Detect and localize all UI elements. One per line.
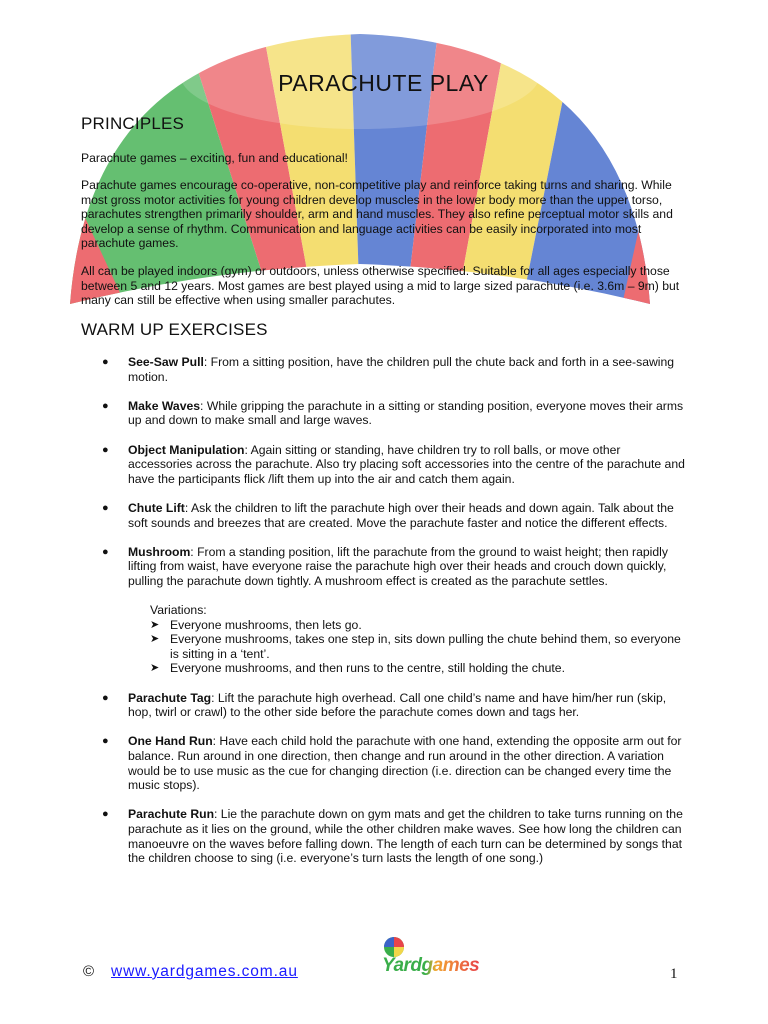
variations-label: Variations:: [150, 603, 207, 618]
exercise-description: : Ask the children to lift the parachute high over their heads and down again. Talk about the soft sounds and breezes that are created. Move the parachute faster and notice the different effects.: [128, 500, 674, 530]
exercise-name: One Hand Run: [128, 734, 213, 749]
list-item: [81, 501, 686, 530]
list-item: [81, 443, 686, 487]
exercise-name: Mushroom: [128, 544, 191, 559]
exercise-description: : Have each child hold the parachute with one hand, extending the opposite arm out for balance. Run around in one direction, then change and run around in the other direction. A variation would be to use music as the cue for changing direction (i.e. direction can be changed every time the music stops).: [128, 734, 682, 793]
exercise-description: : Lift the parachute high overhead. Call one child’s name and have him/her run (skip, hop, twirl or crawl) to the other side before the parachute comes down and tags her.: [128, 690, 667, 720]
list-item: [81, 807, 686, 865]
exercise-name: Object Manipulation: [128, 442, 245, 457]
list-item: [81, 545, 686, 676]
arrow-bullet-icon: ➤: [150, 662, 160, 675]
exercise-name: Parachute Tag: [128, 690, 212, 705]
principles-paragraph: Parachute games encourage co-operative, non-competitive play and reinforce taking turns and sharing. While most gross motor activities for young children develop muscles in the lower body more than the upper torso, parachutes strengthen primarily shoulder, arm and hand muscles. They also refine perceptual motor skills and develop a sense of rhythm. Communication and language activities can be easily incorporated into most parachute games.: [81, 178, 673, 251]
exercise-name: Chute Lift: [128, 500, 185, 515]
bullet-icon: ●: [102, 399, 109, 412]
exercise-description: : From a standing position, lift the parachute from the ground to waist height; then rapidly lifting from waist, have everyone raise the parachute high over their heads and crouch down quickly, pulling the parachute down tightly. A mushroom effect is created as the parachute settles.: [128, 544, 668, 588]
exercise-name: Parachute Run: [128, 807, 215, 822]
bullet-icon: ●: [102, 545, 109, 558]
principles-intro: Parachute games – exciting, fun and educational!: [81, 151, 348, 165]
variation-item: ➤ Everyone mushrooms, then lets go.: [150, 617, 362, 632]
exercise-description: : Again sitting or standing, have children try to roll balls, or move other accessories across the parachute. Also try placing soft accessories into the centre of the parachute and have the participants flick /lift them up into the air and catch them again.: [128, 442, 685, 486]
warmup-heading: WARM UP EXERCISES: [81, 320, 268, 339]
page-title: PARACHUTE PLAY: [278, 70, 489, 96]
variation-item: ➤ Everyone mushrooms, takes one step in, sits down pulling the chute behind them, so everyone is sitting in a ‘tent’.: [150, 632, 681, 661]
list-item: [81, 691, 686, 720]
bullet-icon: ●: [102, 691, 109, 704]
copyright-symbol: ©: [83, 963, 95, 980]
page-number: 1: [670, 966, 678, 982]
bullet-icon: ●: [102, 356, 109, 368]
list-item: [81, 399, 686, 428]
website-link[interactable]: www.yardgames.com.au: [111, 963, 298, 980]
variation-item: ➤ Everyone mushrooms, and then runs to the centre, still holding the chute.: [150, 661, 565, 676]
bullet-icon: ●: [102, 808, 109, 821]
list-item: [81, 355, 686, 384]
exercise-name: See-Saw Pull: [128, 355, 204, 369]
bullet-icon: ●: [102, 443, 109, 456]
variations-block: [150, 603, 686, 676]
list-item: [81, 734, 686, 792]
arrow-bullet-icon: ➤: [150, 618, 160, 631]
exercise-description: : Lie the parachute down on gym mats and get the children to take turns running on the parachute as it lies on the ground, while the other children make waves. See how long the children can manoeuvre on the waves before falling down. The length of each turn can be determined by songs that the children choose to sing (i.e. everyone’s turn lasts the length of one song.): [128, 807, 683, 866]
warmup-list: [81, 355, 686, 880]
exercise-name: Make Waves: [128, 398, 201, 413]
principles-paragraph-usage: All can be played indoors (gym) or outdoors, unless otherwise specified. Suitable for all ages especially those between 5 and 12 years. Most games are best played using a mid to large sized parachute (i.e. 3.6m – 9m) but many can still be effective when using smaller parachutes.: [81, 264, 680, 308]
arrow-bullet-icon: ➤: [150, 633, 160, 646]
principles-heading: PRINCIPLES: [81, 114, 185, 133]
bullet-icon: ●: [102, 501, 109, 514]
exercise-description: : From a sitting position, have the children pull the chute back and forth in a see-sawing motion.: [128, 355, 675, 384]
bullet-icon: ●: [102, 735, 109, 748]
exercise-description: : While gripping the parachute in a sitting or standing position, everyone moves their arms up and down to make small and large waves.: [128, 398, 684, 428]
logo-wordmark: Yardgames: [382, 955, 480, 976]
